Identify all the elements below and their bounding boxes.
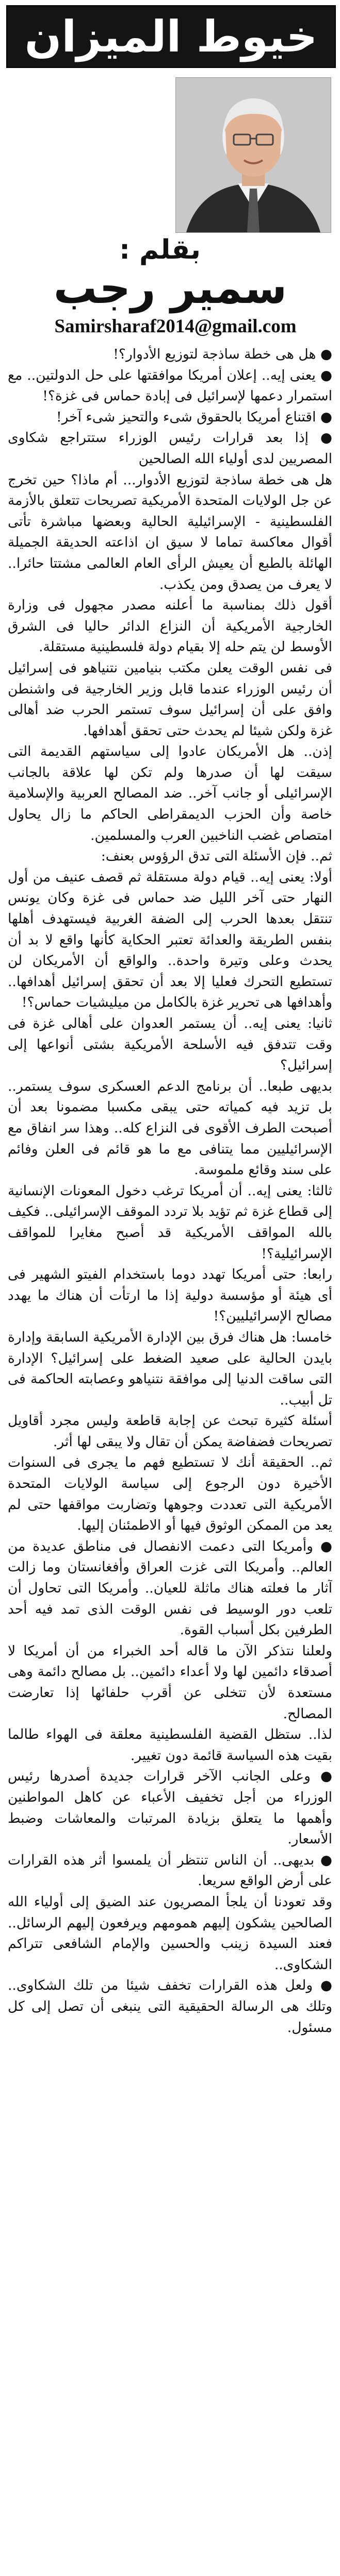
article-paragraph: ● وأمريكا التى دعمت الانفصال فى مناطق عديدة من العالم.. وأمريكا التى غزت العراق وأفغانستان وما زالت آثار ما فعلته هناك ماثلة للعيان.. وأمريكا التى تحاول أن تلعب دور الوسيط فى نفس الوقت الذى تمد فيه أحد الطرفين بكل أسباب القوة. <box>8 1538 332 1638</box>
article-paragraph: ● يعنى إيه.. إعلان أمريكا موافقتها على حل الدولتين.. مع استمرار دعمها لإسرائيل فى إبادة حماس فى غزة؟! <box>8 367 332 404</box>
byline-label: بقلم : <box>119 234 201 265</box>
article-paragraph: ثالثا: يعنى إيه.. أن أمريكا ترغب دخول المعونات الإنسانية إلى قطاع غزة ثم تؤيد بلا تردد الموقف الإسرائيلى.. فكيف بالله المواقف الأمريكية قد أصبح مغايرا للمواقف الإسرائيلية؟! <box>8 1182 332 1262</box>
article-paragraph: بديهى طبعا.. أن برنامج الدعم العسكرى سوف يستمر.. بل تزيد فيه كمياته حتى يبقى مكسبا مضمونا بعد أن أصبحت الطرف الأقوى فى النزاع كله.. وهذا سر انفاق مع الإسرائيليين مما يتنافى مع ما هو قائم فى العلن وفائم على سند وقائع ملموسة. <box>8 1078 332 1178</box>
article-paragraph: لذا.. ستظل القضية الفلسطينية معلقة فى الهواء طالما بقيت هذه السياسة قائمة دون تغيير. <box>8 1726 332 1764</box>
article-paragraph: ● وعلى الجانب الآخر قرارات جديدة أصدرها رئيس الوزراء من أجل تخفيف الأعباء عن كاهل المواطنين وأهمها ما يتعلق بزيادة المرتبات والمعاشات وضبط الأسعار. <box>8 1768 332 1848</box>
article-paragraph: ● بديهى.. أن الناس تنتظر أن يلمسوا أثر هذه القرارات على أرض الواقع سريعا. <box>8 1852 332 1889</box>
article-paragraph: أولا: يعنى إيه.. قيام دولة مستقلة ثم قصف عنيف من أول النهار حتى آخر الليل ضد حماس فى غزة وكان يونس تنتقل بعدها الحرب إلى الضفة الغربية فيستهدف أهلها بنفس الطريقة والعدائة تعتبر الحكاية كأنها واقع لا بد أن يحدث وعلى وتيرة واحدة.. والواقع أن الأمريكان لن تستطيع التحرك فعليا إلا بعد أن تحقق إسرائيل أهدافها.. وأهدافها هى تحرير غزة بالكامل من ميليشيات حماس؟! <box>8 869 332 1011</box>
column-header <box>6 5 336 68</box>
article-paragraph: ثانيا: يعنى إيه.. أن يستمر العدوان على أهالى غزة فى وقت تتدفق فيه الأسلحة الأمريكية بشتى أنواعها إلى إسرائيل؟ <box>8 1015 332 1074</box>
column-title: خيوط الميزان <box>24 11 318 62</box>
article-paragraph: ● ولعل هذه القرارات تخفف شيئا من تلك الشكاوى.. وتلك هى الرسالة الحقيقية التى ينبغى أن تصل إلى كل مسئول. <box>8 1977 332 2036</box>
article-paragraph: ● إذا بعد قرارات رئيس الوزراء ستتراجع شكاوى المصريين لدى أولياء الله الصالحين <box>8 430 332 467</box>
article-paragraph: رابعا: حتى أمريكا تهدد دوما باستخدام الفيتو الشهير فى أى هيئة أو مؤسسة دولية إذا ما ارتأت أن هناك ما يهدد مصالح الإسرائيليين؟! <box>8 1266 332 1325</box>
author-portrait-image <box>176 78 331 232</box>
article-paragraph: أسئلة كثيرة تبحث عن إجابة قاطعة وليس مجرد أقاويل تصريحات فضفاضة يمكن أن تقال ولا يبقى لها أثر. <box>8 1413 332 1450</box>
author-email[interactable]: Samirsharaf2014@gmail.com <box>54 316 297 337</box>
article-paragraph: فى نفس الوقت يعلن مكتب بنيامين نتنياهو فى إسرائيل أن رئيس الوزراء عندما قابل وزير الخارجية فى واشنطن وافق على أن إسرائيل سوف تستمر الحرب ضد أهالى غزة ولكن شيئا لم يحدث حتى تحقق أهدافها. <box>8 659 332 739</box>
author-photo <box>175 77 331 233</box>
article-paragraph: ثم.. فإن الأسئلة التى تدق الرؤوس بعنف: <box>101 848 332 865</box>
article-paragraph: ثم.. الحقيقة أنك لا تستطيع فهم ما يجرى فى السنوات الأخيرة دون الرجوع إلى سياسة الولايات المتحدة الأمريكية التى تعددت وجوهها وتضاربت مواقفها حتى لم يعد من الممكن الوثوق فيها أو الاطمئنان إليها. <box>8 1454 332 1534</box>
author-name: سمير رجب <box>53 263 287 313</box>
article-paragraph: أقول ذلك بمناسبة ما أعلنه مصدر مجهول فى وزارة الخارجية الأمريكية أن النزاع الدائر حاليا فى الشرق الأوسط لن يتم حله إلا بقيام دولة فلسطينية مستقلة. <box>8 597 332 655</box>
article-paragraph: إذن.. هل الأمريكان عادوا إلى سياستهم القديمة التى سيقت لها أن صدرها ولم تكن لها علاقة بالجانب الإسرائيلى أو جانب آخر.. ضد المصالح العربية والإسلامية خاصة وأن الحزب الديمقراطى الحاكم ما زال يحاول امتصاص غضب الناخبين العرب والمسلمين. <box>8 743 332 843</box>
article-body <box>8 344 332 2576</box>
article-paragraph: ● هل هى خطة ساذجة لتوزيع الأدوار؟! <box>113 346 332 362</box>
article-paragraph: ● اقتناع أمريكا بالحقوق شىء والتحيز شىء آخر! <box>56 409 332 425</box>
article-paragraph: ولعلنا نتذكر الآن ما قاله أحد الخبراء من أن أمريكا لا أصدقاء دائمين لها ولا أعداء دائمين.. بل مصالح دائمة وهى مستعدة لأن تتخلى عن أقرب حلفائها إذا تعارضت المصالح. <box>8 1642 332 1722</box>
article-paragraph: خامسا: هل هناك فرق بين الإدارة الأمريكية السابقة وإدارة بايدن الحالية على صعيد الضغط على إسرائيل؟ الإدارة التى ساقت الدنيا إلى موافقة نتنياهو وعصابته الحاكمة فى تل أبيب.. <box>8 1329 332 1408</box>
article-paragraph: وقد تعودنا أن يلجأ المصريون عند الضيق إلى أولياء الله الصالحين يشكون إليهم همومهم ويرفعون إليهم الرسائل.. فعند السيدة زينب والحسين والإمام الشافعى تتراكم الشكاوى.. <box>8 1893 332 1973</box>
article-paragraph: هل هى خطة ساذجة لتوزيع الأدوار... أم ماذا؟ حين تخرج عن جل الولايات المتحدة الأمريكية تصريحات تتعلق بالأزمة الفلسطينية - الإسرائيلية الحالية وبعضها مباشرة تأتى أقوال معاكسة تماما لا سيق ان اذاعته الحديقة الجميلة الهائلة بالطبع أن يعيش الرأى العام العالمى مشتتا حائرا.. لا يعرف من يصدق ومن يكذب. <box>8 471 332 592</box>
